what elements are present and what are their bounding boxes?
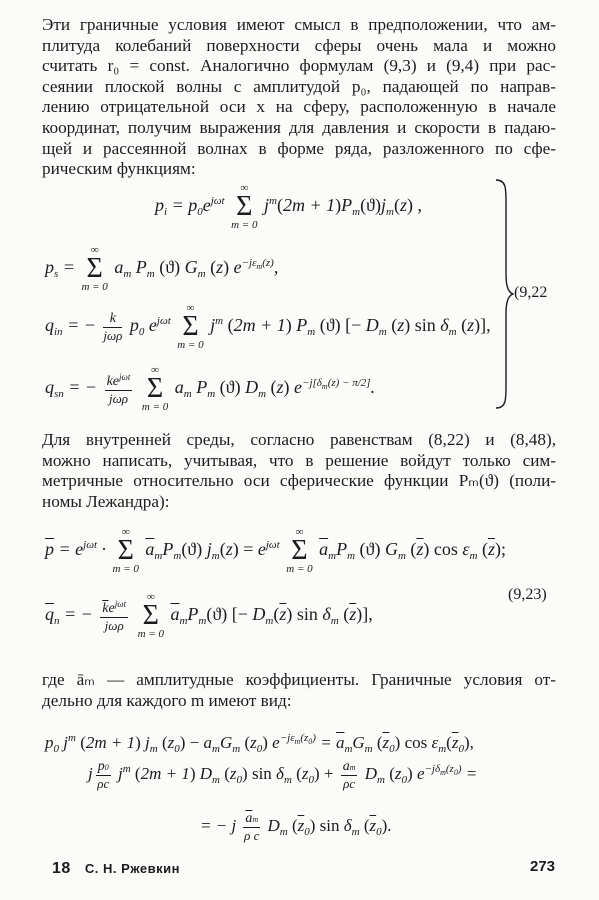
text-line: где āₘ — амплитудные коэффициенты. Граничные условия от- xyxy=(42,670,556,689)
equation-ps: $p_s$ = ∞ Σ m = 0 $a_m$ $P_m$ (ϑ) $G_m$ (z) $e^{-j\varepsilon_m(z)}$, xyxy=(45,244,279,293)
text-line: дельно для каждого m имеют вид: xyxy=(42,690,292,710)
text-line: координат, получим выражения для давления и скорости в падаю- xyxy=(42,117,556,137)
paragraph-intro xyxy=(42,15,556,180)
right-brace-icon xyxy=(494,178,514,410)
equation-number: (9,22 xyxy=(514,284,548,301)
paragraph-inner-medium xyxy=(42,430,556,512)
equation-qnbar: $\overline{q}_n$ = − $\frac{\overline{k}e^{j\omega t}}{j\omega\overline{\rho}}$ ∞ Σ m = 0 $\overline{a}_mP_m(ϑ)$ [− $D_m(\overline{z})$ $\sin \delta_m$ $(\overline{z})$], xyxy=(45,591,373,640)
signature-author: С. Н. Ржевкин xyxy=(84,861,180,876)
equation-pi: $p_i = p_0e^{j\omega t}$ ∞ Σ m = 0 $j^m(2m + 1)P_m(ϑ)j_m(z)$ , xyxy=(155,182,422,231)
text-line: рическим функциям: xyxy=(42,159,196,179)
equation-pbar: $\overline{p} = e^{j\omega t}$ · ∞ Σ m = 0 $\overline{a}_mP_m(ϑ) j_m(z) = e^{j\omega t}$ ∞ Σ m = 0 $\overline{a}_mP_m$ (ϑ) $G_m$ $(\overline{z})$ $\cos \varepsilon_m$ $(\overline{z})$; xyxy=(45,526,506,575)
equation-number: (9,23) xyxy=(508,586,547,603)
signature-number: 18 xyxy=(52,860,71,877)
text-line: лению отрицательной оси x на сферу, расположенную в начале xyxy=(42,97,556,117)
text-line: Для внутренней среды, согласно равенствам (8,22) и (8,48), xyxy=(42,430,556,449)
equation-qin: $q_{in}$ = − $\frac{k}{\text{jωρ}}$ $p_0$ $e^{j\omega t}$ ∞ Σ m = 0 $j^m$ (2m + 1) $P_m$ (ϑ) [− $D_m$ (z) $\sin \delta_m$ (z)], xyxy=(45,302,491,351)
text-line: номы Лежандра): xyxy=(42,491,170,511)
text-line: Эти граничные условия имеют смысл в предположении, что ам- xyxy=(42,15,556,34)
paragraph-boundary-conditions xyxy=(42,670,556,711)
equation-boundary-pressure: $p_0$ $j^m$ (2m + 1) $j_m$ $(z_0) - a_mG_m$ $(z_0) e^{-j\varepsilon_m(z_0)} = \overline{a}_mG_m$ $(\overline{z}_0)$ $\cos \varepsilon_m(\overline{z}_0)$, xyxy=(45,732,474,755)
equation-qsn: $q_{sn}$ = − $\frac{ke^{j\omega t}}{\text{jωρ}}$ ∞ Σ m = 0 $a_m$ $P_m$ (ϑ) $D_m$ (z) $e^{-j[\delta_m(z) - \pi/2]}$. xyxy=(45,364,376,413)
text-line: плитуда колебаний поверхности сферы очень мала и можно xyxy=(42,35,556,55)
page-number: 273 xyxy=(530,858,556,875)
signature-mark xyxy=(52,860,180,878)
text-line: считать r₀ = const. Аналогично формулам (9,3) и (9,4) при рас- xyxy=(42,56,556,76)
equation-boundary-velocity-rhs: = − j $\frac{\overline{a}m}{\overline{\rho} \overline{c}}$ $D_m$ $(\overline{z}_0)$ $\sin \delta_m$ $(\overline{z}_0)$. xyxy=(200,811,392,843)
equation-boundary-velocity: j $\frac{p0}{\rho c}$ $j^m$ (2m + 1) $D_m$ $(z_0)$ $\sin \delta_m$ $(z_0)$ + $\frac{am}{\rho c}$ $D_m$ $(z_0) e^{-j\delta_m(z_0)}$ = xyxy=(88,759,478,791)
text-line: щей и рассеянной волнах в форме ряда, разложенного по сфе- xyxy=(42,138,556,158)
text-line: метричные относительно оси сферические функции Pₘ(ϑ) (поли- xyxy=(42,471,556,491)
text-line: можно написать, учитывая, что в решение войдут только сим- xyxy=(42,450,556,470)
text-line: сеянии плоской волны с амплитудой p₀, падающей по направ- xyxy=(42,76,556,96)
